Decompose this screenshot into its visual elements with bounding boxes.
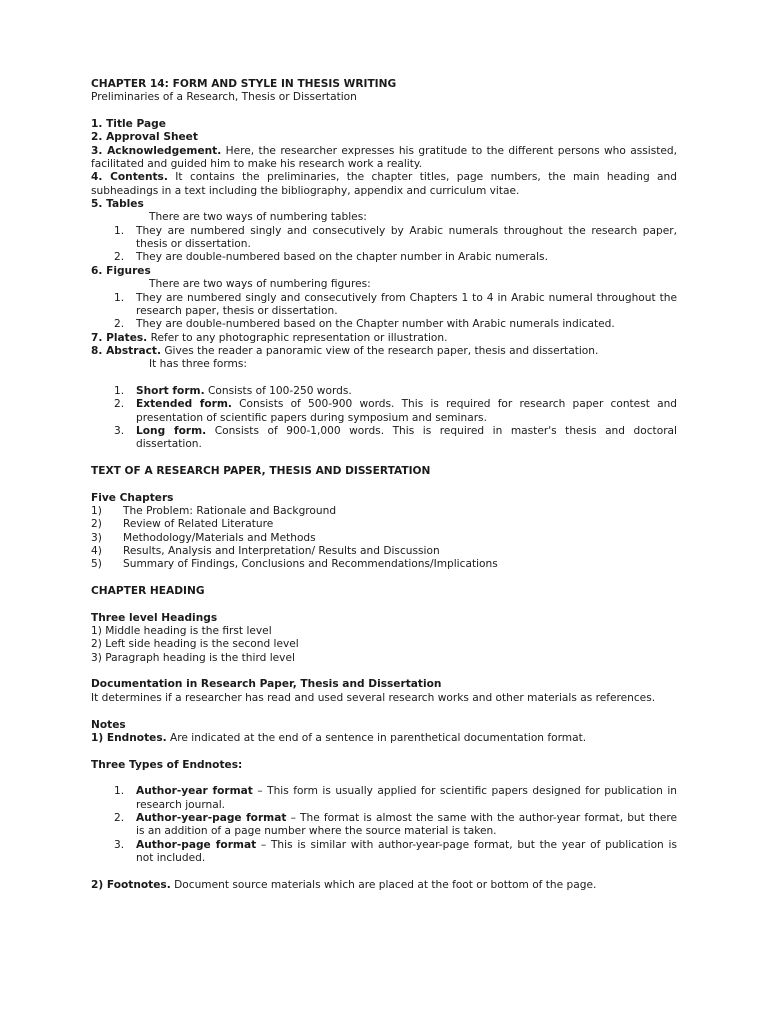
- prelim-item-figures: 6. Figures: [91, 264, 151, 277]
- list-item: 5) Summary of Findings, Conclusions and Recommendations/Implications: [91, 558, 498, 571]
- item-text: Gives the reader a panoramic view of the research paper, thesis and dissertation.: [160, 344, 599, 357]
- item-label: 1) Endnotes.: [91, 731, 167, 744]
- list-item: 3. Author-page format – This is similar with author-year-page format, but the year of publication is not included.: [114, 838, 677, 864]
- chapter-title: CHAPTER 14: FORM AND STYLE IN THESIS WRITING: [91, 78, 397, 90]
- prelim-item-tables: 5. Tables: [91, 198, 144, 211]
- list-item: 2. They are double-numbered based on the Chapter number with Arabic numerals indicated.: [114, 318, 615, 331]
- list-item: 2. They are double-numbered based on the chapter number in Arabic numerals.: [114, 251, 548, 264]
- list-item: 4) Results, Analysis and Interpretation/ Results and Discussion: [91, 545, 440, 558]
- list-item: 1. Author-year format – This form is usually applied for scientific papers designed for publication in research journal.: [114, 785, 677, 811]
- list-item: 1. They are numbered singly and consecutively from Chapters 1 to 4 in Arabic numeral throughout the research paper, thesis or dissertation.: [114, 291, 677, 317]
- endnotes-item: [91, 732, 677, 745]
- item-text: Are indicated at the end of a sentence in parenthetical documentation format.: [166, 731, 587, 744]
- list-item: 3) Methodology/Materials and Methods: [91, 531, 316, 544]
- list-item: 2) Review of Related Literature: [91, 518, 274, 531]
- figures-intro: There are two ways of numbering figures:: [149, 278, 371, 291]
- chapter-subtitle: Preliminaries of a Research, Thesis or Dissertation: [91, 91, 357, 104]
- item-text: It contains the preliminaries, the chapter titles, page numbers, the main heading and subheadings in a text including the bibliography, appendix and curriculum vitae.: [91, 171, 677, 197]
- notes-heading: Notes: [91, 718, 126, 731]
- list-item: 2. Extended form. Consists of 500-900 words. This is required for research paper contest and presentation of scientific papers during symposium and seminars.: [114, 398, 678, 424]
- list-item: 1) Middle heading is the first level: [91, 625, 272, 638]
- item-label: 8. Abstract.: [91, 344, 161, 357]
- prelim-item-title-page: 1. Title Page: [91, 118, 166, 131]
- prelim-item-contents: [91, 171, 677, 198]
- prelim-item-acknowledgement: [91, 145, 677, 172]
- item-label: 2) Footnotes.: [91, 878, 171, 891]
- list-item: 3. Long form. Consists of 900-1,000 words. This is required in master's thesis and doctoral dissertation.: [114, 424, 677, 451]
- prelim-item-approval-sheet: 2. Approval Sheet: [91, 131, 198, 144]
- list-item: 1) The Problem: Rationale and Background: [91, 505, 337, 517]
- five-chapters-heading: Five Chapters: [91, 491, 174, 504]
- documentation-heading: Documentation in Research Paper, Thesis and Dissertation: [91, 678, 442, 691]
- prelim-item-plates: [91, 332, 677, 345]
- list-item: 3) Paragraph heading is the third level: [91, 651, 295, 664]
- documentation-text: It determines if a researcher has read and used several research works and other materials as references.: [91, 691, 656, 704]
- item-label: 4. Contents.: [91, 171, 168, 184]
- chapter-heading-section: CHAPTER HEADING: [91, 585, 205, 598]
- tables-intro: There are two ways of numbering tables:: [149, 211, 367, 224]
- three-level-heading: Three level Headings: [91, 611, 218, 624]
- list-item: 2. Author-year-page format – The format is almost the same with the author-year format, but there is an addition of a page number where the source material is taken.: [114, 811, 677, 838]
- item-label: 3. Acknowledgement.: [91, 144, 222, 157]
- item-label: 7. Plates.: [91, 331, 148, 344]
- footnotes-item: [91, 879, 677, 892]
- list-item: 2) Left side heading is the second level: [91, 638, 299, 651]
- abstract-intro: It has three forms:: [149, 358, 247, 371]
- item-text: Refer to any photographic representation or illustration.: [147, 331, 448, 344]
- item-text: Here, the researcher expresses his gratitude to the different persons who assisted, facilitated and guided him to make his research work a reality.: [91, 144, 677, 171]
- list-item: 1. Short form. Consists of 100-250 words.: [114, 384, 352, 397]
- text-section-heading: TEXT OF A RESEARCH PAPER, THESIS AND DISSERTATION: [91, 464, 431, 477]
- endnote-types-heading: Three Types of Endnotes:: [91, 758, 243, 771]
- prelim-item-abstract: [91, 345, 677, 358]
- item-text: Document source materials which are placed at the foot or bottom of the page.: [170, 878, 597, 891]
- list-item: 1. They are numbered singly and consecutively by Arabic numerals throughout the research paper, thesis or dissertation.: [114, 224, 677, 251]
